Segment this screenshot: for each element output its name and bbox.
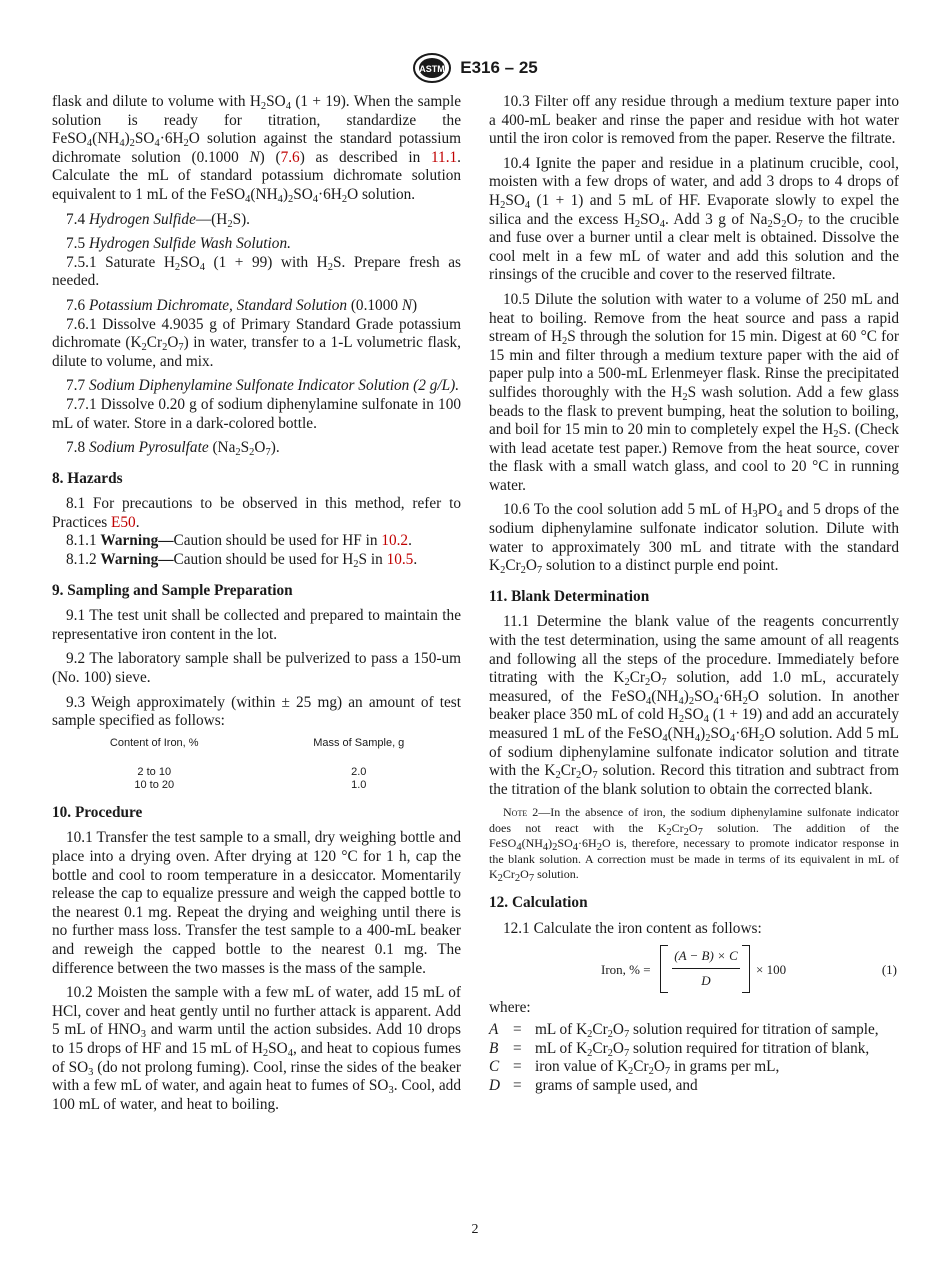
variable-symbol: C [489, 1058, 500, 1076]
formula-left-bracket [660, 945, 668, 993]
section-11-heading: 11. Blank Determination [489, 587, 650, 605]
variable-definition: grams of sample used, and [535, 1076, 698, 1094]
variable-definitions [489, 1021, 899, 1095]
table-header-mass: Mass of Sample, g [313, 736, 405, 749]
para-7-6-1: 7.6.1 Dissolve 4.9035 g of Primary Standard Grade potassium dichromate $(K_2Cr_2O_7)$ in water, transfer to a 1-L volumetric flask, dilute to volume, and mix. [52, 315, 461, 370]
left-column [52, 93, 461, 1120]
para-10-1: 10.1 Transfer the test sample to a small, dry weighing bottle and place into a drying oven. After drying at 120 °C for 1 h, cap the bottle and cool to room temperature in a desiccator. Momentarily release the cap to equalize pressure and weigh the capped bottle to the nearest 0.1 mg. Repeat the drying and weighing until there is no further mass loss. Transfer the test sample to a 400-mL beaker and reweigh the capped bottle to the nearest 0.1 mg. The difference between the two masses is the mass of the sample. [52, 829, 461, 977]
formula-multiplier: × 100 [756, 961, 787, 977]
formula-fraction [672, 947, 740, 991]
formula-denominator: D [701, 973, 711, 989]
para-12-1: 12.1 Calculate the iron content as follows: [503, 920, 762, 937]
equals-sign: = [513, 1076, 522, 1094]
para-10-5: 10.5 Dilute the solution with water to a volume of 250 mL and heat to boiling. Remove from the heat source and pass a rapid stream of $H_2S$ through the solution for 15 min. Digest at 60 °C for 15 min and filter through a medium texture paper with the aid of paper pulp into a 500-mL Erlenmeyer flask. Rinse the precipitated sulfides thoroughly with the $H_2S$ wash solution. Add a few glass beads to the flask to prevent bumping, heat the solution to boiling, and boil for 15 min to 20 min to completely expel the $H_2S$. (Check with lead acetate test paper.) Remove from the heat source, cover the flask with a small watch glass, and cool to 20 °C in running water. [489, 290, 899, 494]
table-row [52, 766, 461, 779]
para-11-1: 11.1 Determine the blank value of the reagents concurrently with the test determination, using the same amount of all reagents and following all the steps of the procedure. Immediately before titrating with the $K_2Cr_2O_7$ solution, add 1.0 mL, accurately measured, of the $FeSO_4(NH_4)_2SO_4\cdot 6H_2O$ solution. In another beaker place 350 mL of cold $H_2SO_4$ (1 + 19) and add an accurately measured 1 mL of the $FeSO_4(NH_4)_2SO_4\cdot 6H_2O$ solution. Add 5 mL of sodium diphenylamine sulfonate indicator solution and titrate with the $K_2Cr_2O_7$ solution. Record this titration and subtract from the titration of the blank solution to obtain the corrected blank. [489, 613, 900, 798]
equals-sign: = [513, 1058, 522, 1076]
list-item [489, 1058, 899, 1077]
para-9-1: 9.1 The test unit shall be collected and prepared to maintain the representative iron content in the lot. [52, 607, 461, 643]
variable-definition: mL of $K_2Cr_2O_7$ solution required for titration of sample, [535, 1021, 879, 1041]
section-10-heading: 10. Procedure [52, 803, 143, 821]
equation-number: (1) [881, 961, 897, 977]
note-2: Note 2—In the absence of iron, the sodium diphenylamine sulfonate indicator does not react with the $K_2Cr_2O_7$ solution. The addition of the $FeSO_4(NH_4)_2SO_4\cdot 6H_2O$ is, therefore, necessary to promote indicator response in the blank solution. A correction must be made in terms of its equivalent in mL of $K_2Cr_2O_7$ solution. [489, 805, 899, 884]
list-item [489, 1040, 899, 1059]
link-10-2[interactable]: 10.2 [381, 532, 409, 550]
variable-definition: iron value of $K_2Cr_2O_7$ in grams per mL, [535, 1058, 780, 1078]
para-7-7: 7.7 Sodium Diphenylamine Sulfonate Indicator Solution (2 g/L). [66, 377, 460, 395]
link-10-5[interactable]: 10.5 [386, 551, 414, 569]
page-header [0, 52, 950, 84]
list-item [489, 1021, 899, 1040]
svg-text:ASTM: ASTM [419, 64, 445, 74]
para-8-1-2: 8.1.2 Warning—Caution should be used for $H_2S$ in 10.5. [66, 551, 418, 571]
right-column [489, 93, 899, 1096]
table-header-iron: Content of Iron, % [109, 736, 199, 749]
variable-symbol: B [489, 1039, 499, 1057]
variable-symbol: D [489, 1076, 501, 1094]
standard-designation: E316 – 25 [460, 58, 538, 77]
formula-right-bracket [742, 945, 750, 993]
formula-lhs: Iron, % = [601, 961, 651, 977]
formula-numerator: (A − B) × C [672, 947, 740, 970]
para-10-4: 10.4 Ignite the paper and residue in a platinum crucible, cool, moisten with a few drops of water, and add 3 drops to 4 drops of $H_2SO_4$ (1 + 1) and 5 mL of HF. Evaporate slowly to expel the silica and the excess $H_2SO_4$. Add 3 g of $Na_2S_2O_7$ to the crucible and fuse over a burner until a clear melt is obtained. Dissolve the cool melt in a few mL of water and add this solution and the rinsings of the crucible and cover to the reserved filtrate. [489, 154, 899, 284]
section-9-heading: 9. Sampling and Sample Preparation [52, 581, 293, 599]
para-10-2: 10.2 Moisten the sample with a few mL of water, add 15 mL of HCl, cover and heat gently until no further attack is apparent. Add 5 mL of $HNO_3$ and warm until the action subsides. Add 10 drops to 15 drops of HF and 15 mL of $H_2SO_4$, and heat to copious fumes of $SO_3$ (do not prolong fuming). Cool, rinse the sides of the beaker with a few mL of water, and again heat to fumes of $SO_3$. Cool, add 100 mL of water, and heat to boiling. [52, 984, 461, 1113]
table-row [52, 779, 461, 792]
variable-definition: mL of $K_2Cr_2O_7$ solution required for titration of blank, [535, 1039, 870, 1059]
para-7-3-continued: flask and dilute to volume with $H_2SO_4$ (1 + 19). When the sample solution is ready for titration, standardize the $FeSO_4(NH_4)_2SO_4\cdot 6H_2O$ solution against the standard potassium dichromate solution (0.1000 N) (7.6) as described in 11.1. Calculate the mL of standard potassium dichromate solution equivalent to 1 mL of the $FeSO_4(NH_4)_2SO_4\cdot 6H_2O$ solution. [52, 93, 461, 205]
para-9-3: 9.3 Weigh approximately (within ± 25 mg) an amount of test sample specified as follows: [52, 693, 461, 730]
para-8-1: 8.1 For precautions to be observed in this method, refer to Practices E50. [52, 495, 461, 531]
table-cell-iron: 10 to 20 [134, 778, 175, 791]
para-7-4: 7.4 Hydrogen $Sulfide—(H_2S)$. [66, 210, 251, 230]
link-e50[interactable]: E50 [111, 513, 136, 531]
list-item [489, 1077, 899, 1096]
iron-formula [489, 945, 899, 993]
page-number: 2 [471, 1222, 479, 1237]
table-header-row [52, 737, 461, 750]
para-10-6: 10.6 To the cool solution add 5 mL of $H_3PO_4$ and 5 drops of the sodium diphenylamine sulfonate indicator solution. Dilute with water to approximately 300 mL and titrate with the standard $K_2Cr_2O_7$ solution to a distinct purple end point. [489, 501, 899, 577]
astm-logo-icon [412, 52, 452, 84]
link-7-6[interactable]: 7.6 [280, 148, 300, 166]
para-7-8: 7.8 Sodium Pyrosulfate $(Na_2S_2O_7)$. [66, 439, 280, 459]
variable-symbol: A [489, 1021, 499, 1039]
para-7-6: 7.6 Potassium Dichromate, Standard Solution (0.1000 N) [66, 296, 418, 314]
equals-sign: = [513, 1039, 522, 1057]
para-9-2: 9.2 The laboratory sample shall be pulverized to pass a 150-um (No. 100) sieve. [52, 650, 461, 687]
sample-mass-table [52, 737, 461, 792]
para-10-3: 10.3 Filter off any residue through a medium texture paper into a 400-mL beaker and rinse the paper and residue with hot water until the iron color is removed from the paper. Reserve the filtrate. [489, 93, 899, 148]
table-cell-iron: 2 to 10 [137, 765, 172, 778]
where-label: where: [489, 998, 531, 1016]
section-8-heading: 8. Hazards [52, 469, 123, 487]
para-7-5-1: 7.5.1 Saturate $H_2SO_4$ (1 + 99) with $H_2S$. Prepare fresh as needed. [52, 253, 461, 290]
equals-sign: = [513, 1021, 522, 1039]
link-11-1[interactable]: 11.1 [430, 148, 458, 166]
para-7-7-1: 7.7.1 Dissolve 0.20 g of sodium diphenylamine sulfonate in 100 mL of water. Store in a dark-colored bottle. [52, 395, 461, 432]
table-cell-mass: 2.0 [351, 765, 367, 778]
para-8-1-1: 8.1.1 Warning—Caution should be used for HF in 10.2. [66, 532, 412, 550]
section-12-heading: 12. Calculation [489, 894, 588, 912]
table-cell-mass: 1.0 [351, 778, 367, 791]
para-7-5: 7.5 Hydrogen Sulfide Wash Solution. [66, 235, 291, 253]
